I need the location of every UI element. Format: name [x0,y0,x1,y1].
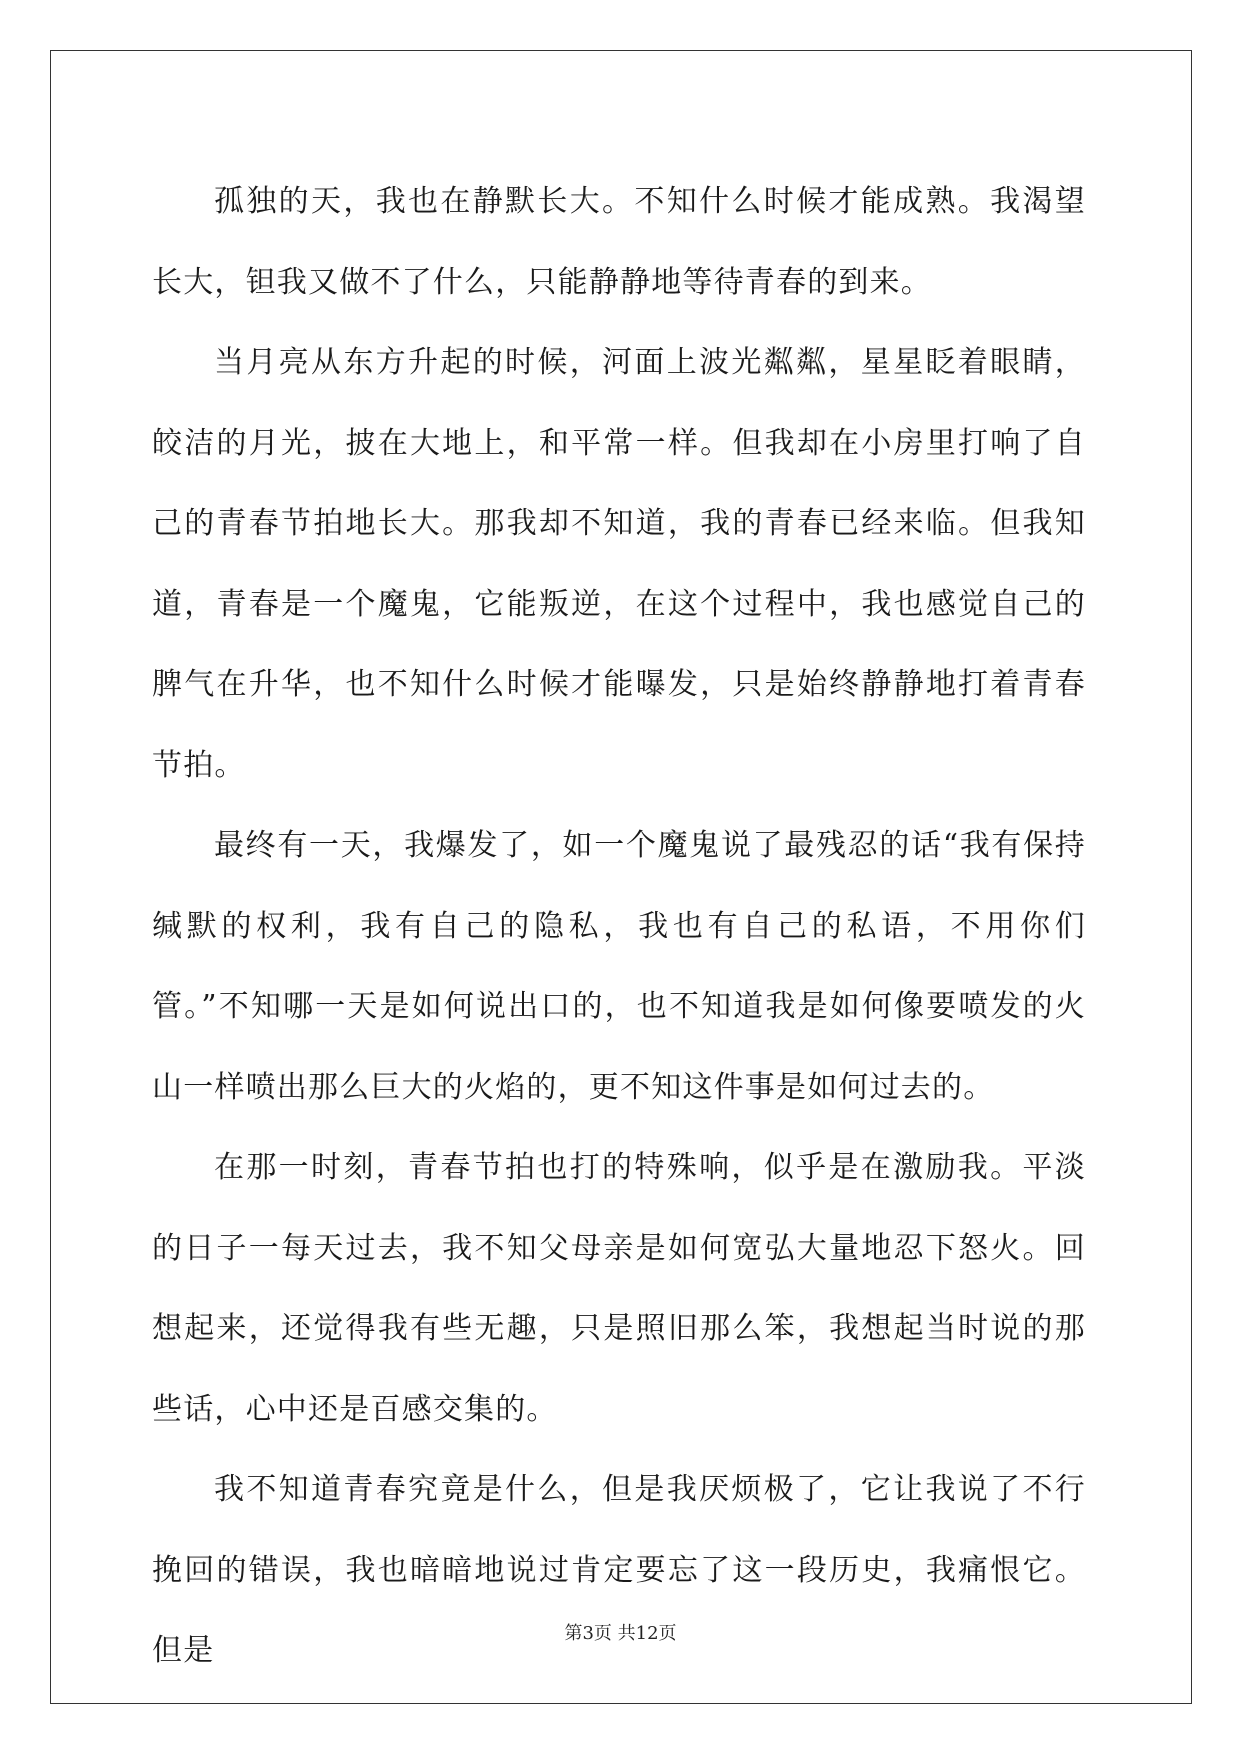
paragraph-1: 孤独的天，我也在静默长大。不知什么时候才能成熟。我渴望长大，钽我又做不了什么，只能静静地等待青春的到来。 [152,184,1086,300]
paragraph-2: 当月亮从东方升起的时候，河面上波光粼粼，星星眨着眼睛，皎洁的月光，披在大地上，和平常一样。但我却在小房里打响了自己的青春节拍地长大。那我却不知道，我的青春已经来临。但我知道，青春是一个魔鬼，它能叛逆，在这个过程中，我也感觉自己的脾气在升华，也不知什么时候才能曝发，只是始终静静地打着青春节拍。 [152,345,1086,783]
paragraph-4: 在那一时刻，青春节拍也打的特殊响，似乎是在激励我。平淡的日子一每天过去，我不知父母亲是如何宽弘大量地忍下怒火。回想起来，还觉得我有些无趣，只是照旧那么笨，我想起当时说的那些话，心中还是百感交集的。 [152,1150,1086,1427]
paragraph-5: 我不知道青春究竟是什么，但是我厌烦极了，它让我说了不行挽回的错误，我也暗暗地说过肯定要忘了这一段历史，我痛恨它。但是 [152,1472,1086,1668]
paragraph-3: 最终有一天，我爆发了，如一个魔鬼说了最残忍的话“我有保持缄默的权利，我有自己的隐私，我也有自己的私语，不用你们管。”不知哪一天是如何说出口的，也不知道我是如何像要喷发的火山一样喷出那么巨大的火焰的，更不知这件事是如何过去的。 [152,828,1086,1105]
page-number-footer: 第3页 共12页 [564,1623,677,1644]
document-body [152,162,1086,1692]
